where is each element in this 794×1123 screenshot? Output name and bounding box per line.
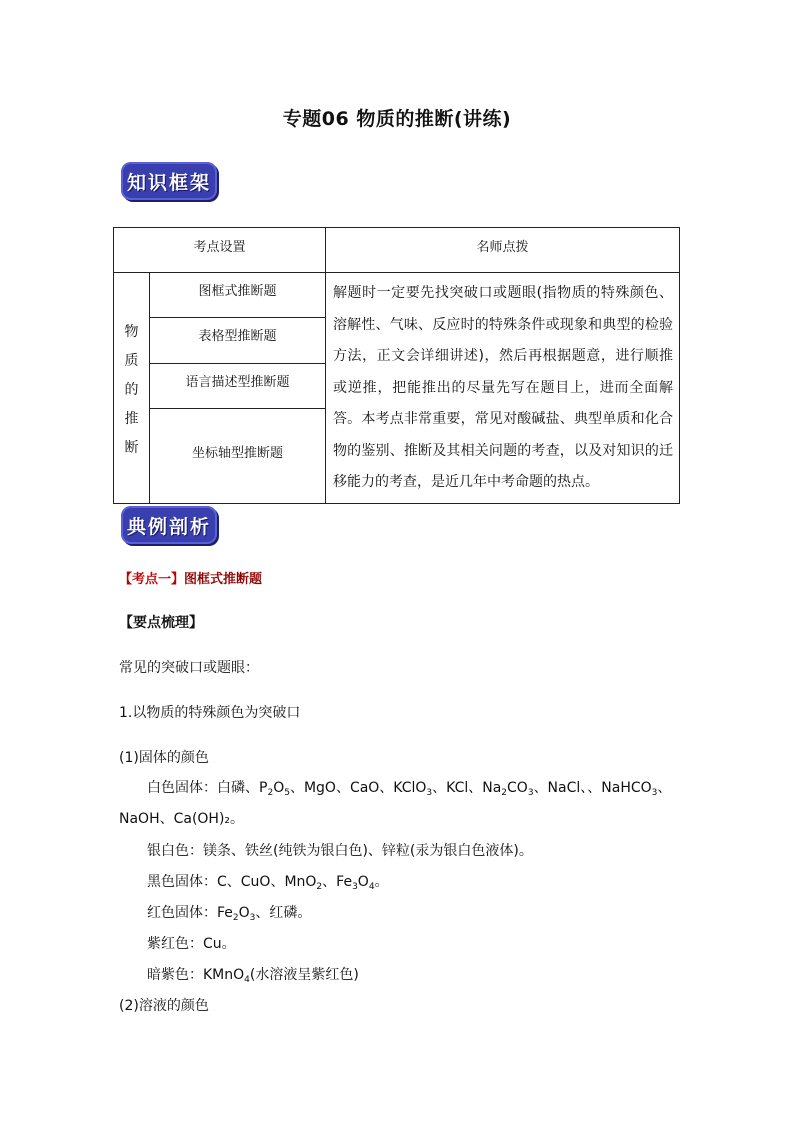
type-cell: 图框式推断题 (198, 284, 277, 299)
black-solid-line: 黑色固体：C、CuO、MnO$_2$、$Fe_3O_4$。 (147, 874, 389, 892)
dark-purple-line: 暗紫色：KMnO$_4$(水溶液呈紫红色) (147, 967, 359, 985)
red-label: 红色固体： (147, 905, 217, 921)
dark-purple-note: (水溶液呈紫红色) (249, 967, 359, 983)
red-solid-line: 红色固体：$Fe_2O_3$、红磷。 (147, 905, 312, 923)
dark-purple-label: 暗紫色： (147, 967, 203, 983)
solution-color-heading: (2)溶液的颜色 (119, 998, 209, 1014)
knowledge-table (113, 227, 680, 504)
badge-label: 知识框架 (126, 171, 211, 194)
side-char: 质 (124, 353, 139, 369)
header-mingshi: 名师点拨 (476, 240, 529, 255)
white-solid-line: 白色固体：白磷、$P_2O_5$、MgO、CaO、KClO$_3$、KCl、$Na_2CO_3$、NaCl、、NaHCO$_3$、 (147, 780, 672, 798)
purple-red-line: 紫红色：Cu。 (147, 936, 236, 952)
kaodian-bracket: 【考点一】 (119, 572, 185, 587)
badge-label: 典例剖析 (126, 515, 211, 538)
tip-description: 解题时一定要先找突破口或题眼(指物质的特殊颜色、溶解性、气味、反应时的特殊条件或现象和典型的检验方法，正文会详细讲述)，然后再根据题意，进行顺推或逆推，把能推出的尽量先写在题目上，进而全面解答。本考点非常重要，常见对酸碱盐、典型单质和化合物的鉴别、推断及其相关问题的考查，以及对知识的迁移能力的考查，是近几年中考命题的热点。 (333, 285, 673, 490)
header-kaodian: 考点设置 (193, 240, 246, 255)
silver-line: 银白色：镁条、铁丝(纯铁为银白色)、锌粒(汞为银白色液体)。 (147, 843, 533, 859)
knowledge-framework-badge (121, 162, 217, 200)
document-title: 专题06 物质的推断(讲练) (282, 108, 512, 130)
type-cell: 表格型推断题 (198, 329, 277, 344)
type-cell: 坐标轴型推断题 (191, 446, 283, 461)
white-label: 白色固体： (147, 780, 217, 796)
side-char: 推 (124, 411, 139, 427)
kaodian-title: 图框式推断题 (184, 572, 263, 587)
white-solid-cont: NaOH、Ca(OH)₂。 (119, 811, 245, 827)
kaodian-heading (119, 568, 262, 587)
solid-color-heading: (1)固体的颜色 (119, 750, 209, 766)
examples-badge (121, 506, 217, 544)
side-char: 断 (124, 440, 139, 456)
side-char: 的 (124, 382, 139, 398)
intro-line: 常见的突破口或题眼： (119, 660, 259, 676)
black-label: 黑色固体： (147, 874, 217, 890)
point-1: 1.以物质的特殊颜色为突破口 (119, 705, 301, 721)
yaodian-heading: 【要点梳理】 (119, 615, 203, 631)
type-cell: 语言描述型推断题 (185, 375, 290, 390)
side-label (114, 273, 149, 505)
side-char: 物 (124, 324, 139, 340)
